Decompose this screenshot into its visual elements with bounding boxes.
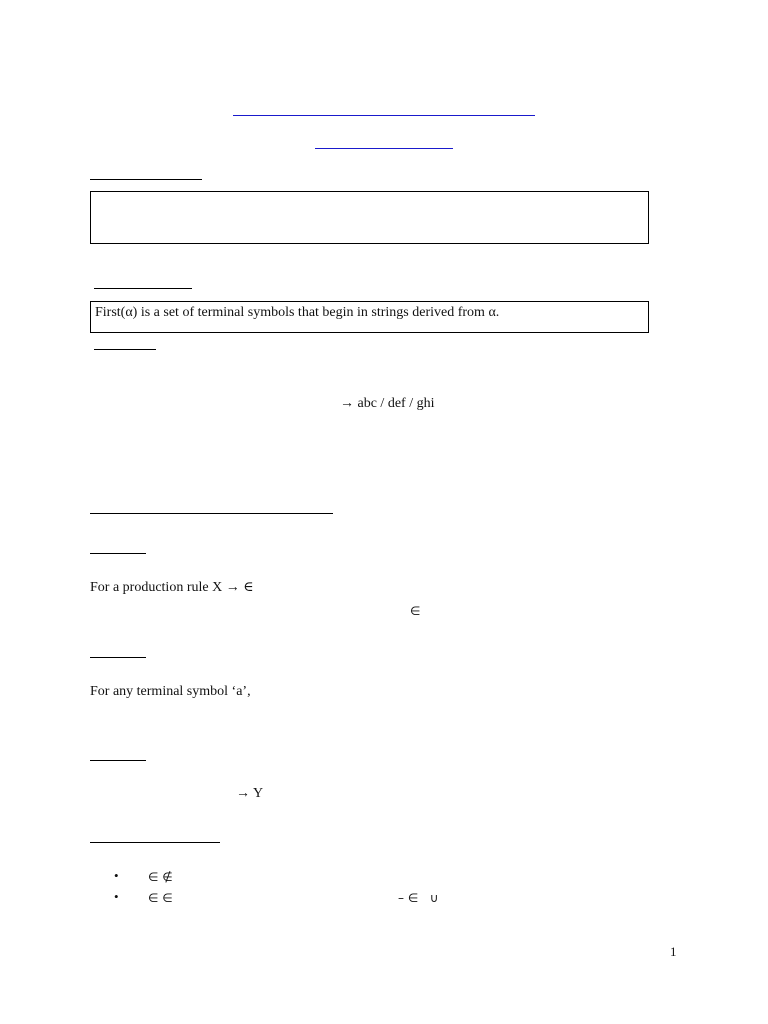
rule1-text: For a production rule X → ∈: [90, 580, 254, 595]
title-link-underline[interactable]: [233, 115, 535, 116]
definition-box-2: [90, 301, 649, 333]
rule3-text: → Y: [236, 786, 264, 801]
rule2-heading-underline: [90, 657, 146, 658]
first-definition-text: First(α) is a set of terminal symbols that begin in strings derived from α.: [95, 305, 500, 320]
example-heading-underline: [94, 349, 156, 350]
rule2-text: For any terminal symbol ‘a’,: [90, 684, 251, 699]
subtitle-link-underline[interactable]: [315, 148, 453, 149]
rule1-symbol: ∈: [410, 604, 421, 618]
bullet-2-left: ∈ ∈: [148, 891, 173, 905]
bullet-1-left: ∈ ∉: [148, 870, 173, 884]
page-number: 1: [670, 944, 677, 959]
section2-heading-underline: [94, 288, 192, 289]
bullet-marker-2: •: [114, 889, 119, 904]
example-production: → abc / def / ghi: [340, 396, 435, 411]
definition-box-1: [90, 191, 649, 244]
rules-heading-underline: [90, 513, 333, 514]
cases-heading-underline: [90, 842, 220, 843]
section1-heading-underline: [90, 179, 202, 180]
bullet-2-right: – ∈ ∪: [398, 891, 439, 905]
rule3-heading-underline: [90, 760, 146, 761]
rule1-heading-underline: [90, 553, 146, 554]
bullet-marker-1: •: [114, 868, 119, 883]
